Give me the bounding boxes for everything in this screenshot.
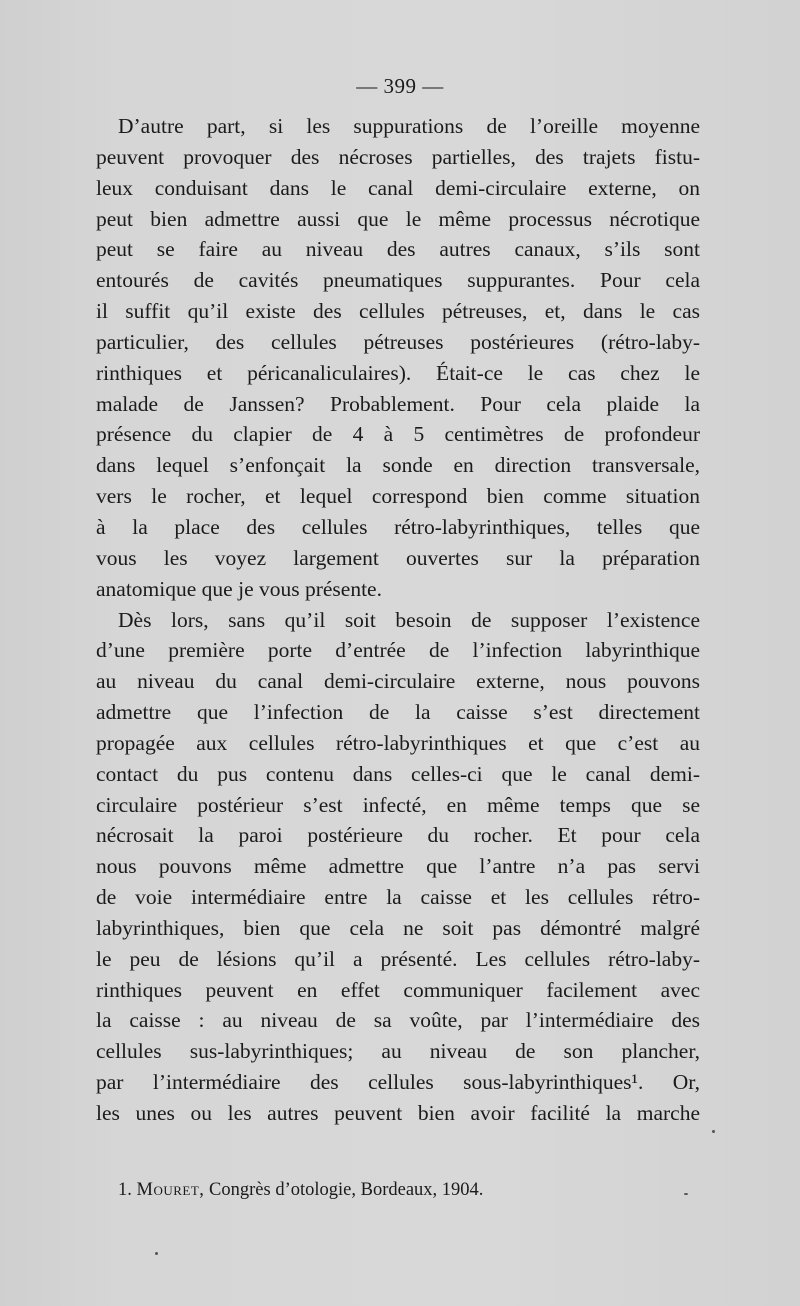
footnote xyxy=(118,1180,483,1201)
body-text xyxy=(96,111,700,1129)
text-line: nous pouvons même admettre que l’antre n’a pas servi xyxy=(96,854,700,879)
text-line: cellules sus-labyrinthiques; au niveau de son plancher, xyxy=(96,1039,700,1064)
text-line: peut se faire au niveau des autres canaux, s’ils sont xyxy=(96,237,700,262)
text-line: à la place des cellules rétro-labyrinthiques, telles que xyxy=(96,514,700,539)
text-line: peuvent provoquer des nécroses partielles, des trajets fistu- xyxy=(96,144,700,169)
text-line: vous les voyez largement ouvertes sur la préparation xyxy=(96,545,700,570)
text-line: au niveau du canal demi-circulaire externe, nous pouvons xyxy=(96,669,700,694)
text-line: le peu de lésions qu’il a présenté. Les cellules rétro-laby- xyxy=(96,946,700,971)
text-line: de voie intermédiaire entre la caisse et les cellules rétro- xyxy=(96,885,700,910)
text-line: vers le rocher, et lequel correspond bien comme situation xyxy=(96,484,700,509)
text-line: circulaire postérieur s’est infecté, en même temps que se xyxy=(96,792,700,817)
text-line: admettre que l’infection de la caisse s’est directement xyxy=(96,700,700,725)
paper-speck xyxy=(684,1193,688,1195)
footnote-reference: Congrès d’otologie, Bordeaux, 1904. xyxy=(209,1180,484,1200)
text-line: d’une première porte d’entrée de l’infection labyrinthique xyxy=(96,638,700,663)
text-line: présence du clapier de 4 à 5 centimètres de profondeur xyxy=(96,422,700,447)
text-line: anatomique que je vous présente. xyxy=(96,576,382,601)
text-line: D’autre part, si les suppurations de l’oreille moyenne xyxy=(118,114,700,138)
text-line: nécrosait la paroi postérieure du rocher. Et pour cela xyxy=(96,823,700,848)
paper-speck xyxy=(155,1252,158,1255)
text-line: malade de Janssen? Probablement. Pour cela plaide la xyxy=(96,391,700,416)
text-line: les unes ou les autres peuvent bien avoir facilité la marche xyxy=(96,1101,700,1125)
text-line: propagée aux cellules rétro-labyrinthiques et que c’est au xyxy=(96,730,700,755)
text-line: particulier, des cellules pétreuses postérieures (rétro-laby- xyxy=(96,329,700,354)
text-line: contact du pus contenu dans celles-ci que le canal demi- xyxy=(96,761,700,786)
page-number: — 399 — xyxy=(356,74,444,98)
text-line: rinthiques et péricanaliculaires). Était-ce le cas chez le xyxy=(96,360,700,385)
text-line: il suffit qu’il existe des cellules pétreuses, et, dans le cas xyxy=(96,299,700,324)
text-line: entourés de cavités pneumatiques suppurantes. Pour cela xyxy=(96,268,700,293)
text-line: dans lequel s’enfonçait la sonde en direction transversale, xyxy=(96,453,700,478)
text-line: Dès lors, sans qu’il soit besoin de supposer l’existence xyxy=(118,607,700,632)
footnote-author: Mouret, xyxy=(136,1180,205,1200)
text-line: par l’intermédiaire des cellules sous-labyrinthiques¹. Or, xyxy=(96,1070,700,1095)
text-line: peut bien admettre aussi que le même processus nécrotique xyxy=(96,206,700,231)
text-line: la caisse : au niveau de sa voûte, par l’intermédiaire des xyxy=(96,1008,700,1033)
text-line: rinthiques peuvent en effet communiquer facilement avec xyxy=(96,977,700,1002)
footnote-number: 1. xyxy=(118,1180,132,1200)
paper-speck xyxy=(712,1130,715,1133)
text-line: labyrinthiques, bien que cela ne soit pas démontré malgré xyxy=(96,915,700,940)
text-line: leux conduisant dans le canal demi-circulaire externe, on xyxy=(96,175,700,200)
